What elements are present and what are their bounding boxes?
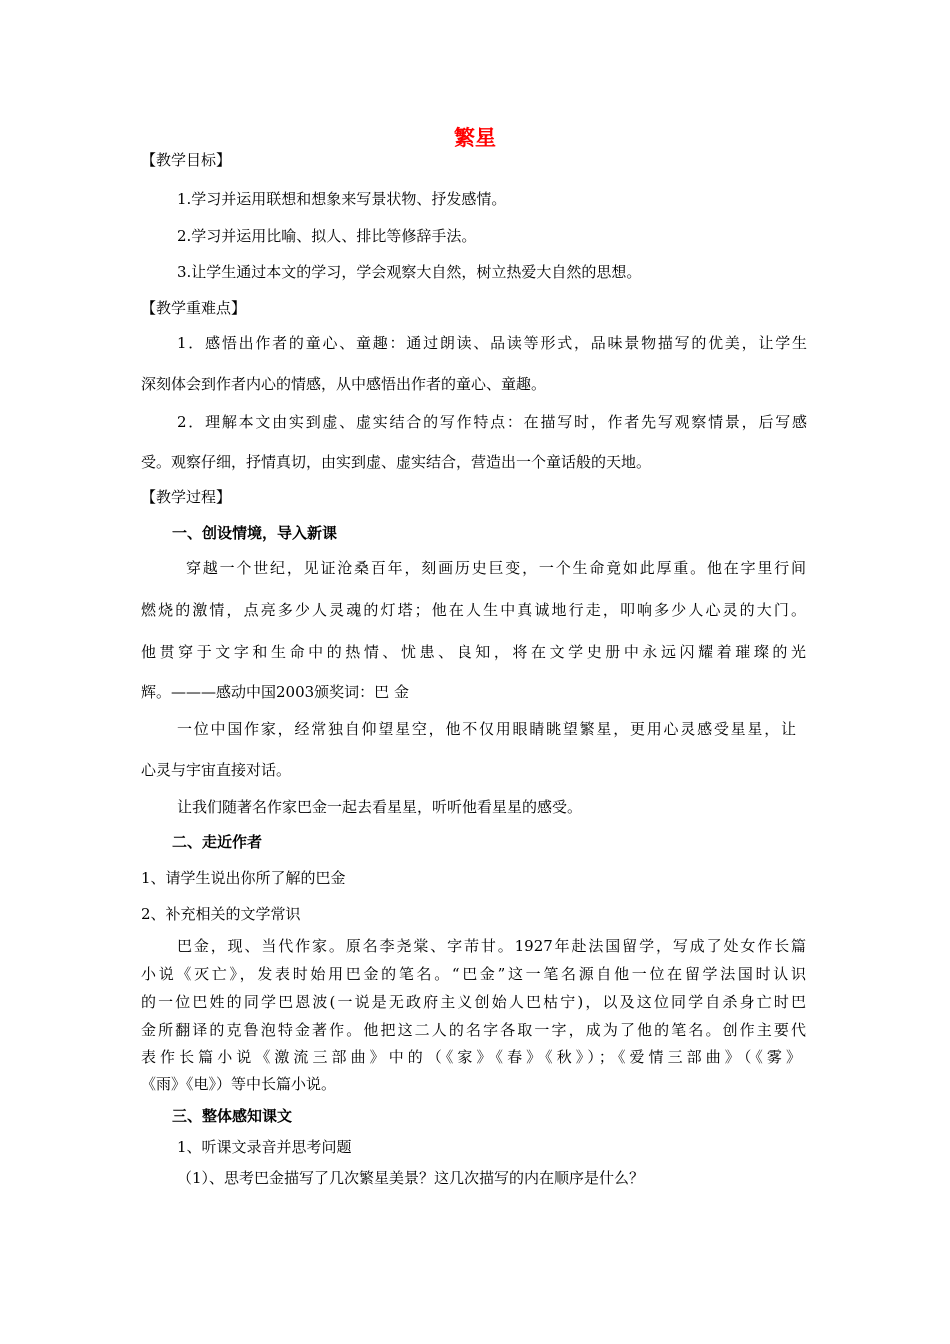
paragraph-line: 一位中国作家，经常独自仰望星空，他不仅用眼睛眺望繁星，更用心灵感受星星，让 [177,720,796,738]
part1-heading: 一、创设情境，导入新课 [172,524,338,542]
paragraph-line: 辉。———感动中国2003颁奖词：巴 金 [141,683,409,701]
paragraph-line: 表作长篇小说《激流三部曲》中的（《家》《春》《秋》）；《爱情三部曲》（《雾》 [141,1048,801,1066]
document-title: 繁星 [454,126,496,150]
key-heading: 【教学重难点】 [141,299,247,317]
paragraph-line: 让我们随著名作家巴金一起去看星星，听听他看星星的感受。 [177,798,583,816]
goal-1: 1.学习并运用联想和想象来写景状物、抒发感情。 [177,190,507,208]
paragraph-line: 穿越一个世纪，见证沧桑百年，刻画历史巨变，一个生命竟如此厚重。他在字里行间 [186,559,806,577]
key-point-line: 受。观察仔细，抒情真切，由实到虚、虚实结合，营造出一个童话般的天地。 [141,453,652,471]
paragraph-line: 他贯穿于文字和生命中的热情、忧患、良知，将在文学史册中永远闪耀着璀璨的光 [141,643,806,661]
goal-3: 3.让学生通过本文的学习，学会观察大自然，树立热爱大自然的思想。 [177,263,642,281]
paragraph-line: 心灵与宇宙直接对话。 [141,761,292,779]
paragraph-line: 巴金，现、当代作家。原名李尧棠、字芾甘。1927年赴法国留学，写成了处女作长篇 [177,937,806,955]
key-point-line: 深刻体会到作者内心的情感，从中感悟出作者的童心、童趣。 [141,375,547,393]
key-point-line: 1．感悟出作者的童心、童趣：通过朗读、品读等形式，品味景物描写的优美，让学生 [177,334,807,352]
list-item: 2、补充相关的文学常识 [141,905,301,923]
paragraph-line: 《雨》《电》）等中长篇小说。 [141,1075,337,1093]
goal-2: 2.学习并运用比喻、拟人、排比等修辞手法。 [177,227,477,245]
process-heading: 【教学过程】 [141,488,232,506]
list-item: 1、请学生说出你所了解的巴金 [141,869,346,887]
paragraph-line: （1）、思考巴金描写了几次繁星美景？这几次描写的内在顺序是什么？ [177,1169,645,1187]
paragraph-line: 金所翻译的克鲁泡特金著作。他把这二人的名字各取一字，成为了他的笔名。创作主要代 [141,1021,806,1039]
paragraph-line: 的一位巴姓的同学巴恩波(一说是无政府主义创始人巴枯宁)，以及这位同学自杀身亡时巴 [141,993,806,1011]
paragraph-line: 燃烧的激情，点亮多少人灵魂的灯塔；他在人生中真诚地行走，叩响多少人心灵的大门。 [141,601,806,619]
goals-heading: 【教学目标】 [141,151,232,169]
part2-heading: 二、走近作者 [172,833,263,851]
paragraph-line: 小说《灭亡》，发表时始用巴金的笔名。“巴金”这一笔名源自他一位在留学法国时认识 [141,965,806,983]
paragraph-line: 1、听课文录音并思考问题 [177,1138,352,1156]
part3-heading: 三、整体感知课文 [172,1107,293,1125]
key-point-line: 2．理解本文由实到虚、虚实结合的写作特点：在描写时，作者先写观察情景，后写感 [177,413,807,431]
